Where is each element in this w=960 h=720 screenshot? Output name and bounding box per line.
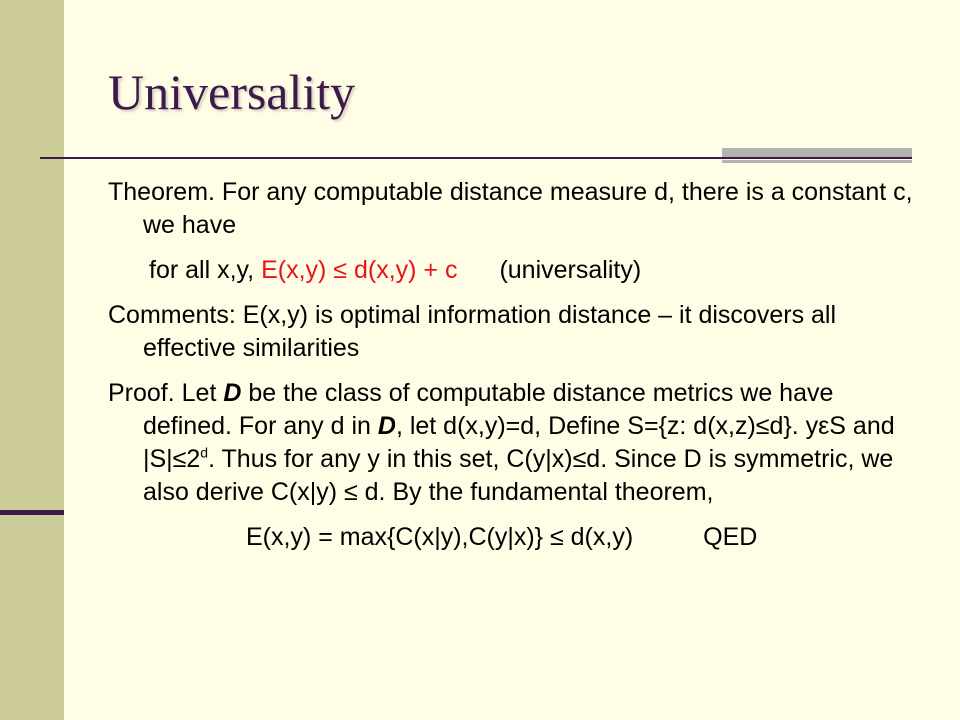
proof-text: , let d(x,y)=d, Define S={z: d(x,z)≤d}. yεS and |S|≤2 <box>143 412 895 473</box>
title-rule <box>40 157 912 159</box>
proof-class-symbol: D <box>223 379 242 407</box>
final-formula: E(x,y) = max{C(x|y),C(y|x)} ≤ d(x,y) <box>246 523 634 551</box>
proof-text: Proof. Let <box>108 379 224 407</box>
title-rule-gray-lower <box>722 160 912 163</box>
proof-text: be the class of computable distance metrics we have defined. For any d in <box>143 379 834 440</box>
universality-prefix: for all x,y, <box>149 256 255 284</box>
theorem-paragraph: Theorem. For any computable distance measure d, there is a constant c, we have <box>108 178 913 239</box>
slide-title: Universality <box>108 64 356 120</box>
universality-label: (universality) <box>499 256 642 284</box>
proof-text: . Thus for any y in this set, C(y|x)≤d. Since D is symmetric, we also derive C(x|y) ≤ d. By the fundamental theorem, <box>143 445 894 506</box>
sidebar-accent-line <box>0 510 64 515</box>
slide-body <box>108 176 920 554</box>
universality-formula: E(x,y) ≤ d(x,y) + c <box>261 256 458 284</box>
proof-class-symbol: D <box>377 412 396 440</box>
qed-label: QED <box>703 523 758 551</box>
comments-paragraph: Comments: E(x,y) is optimal information distance – it discovers all effective similarities <box>108 301 837 362</box>
proof-exponent: d <box>200 444 209 461</box>
final-formula-line <box>108 521 920 554</box>
proof-paragraph <box>108 377 920 509</box>
universality-statement <box>108 254 920 287</box>
left-sidebar-bar <box>0 0 64 720</box>
